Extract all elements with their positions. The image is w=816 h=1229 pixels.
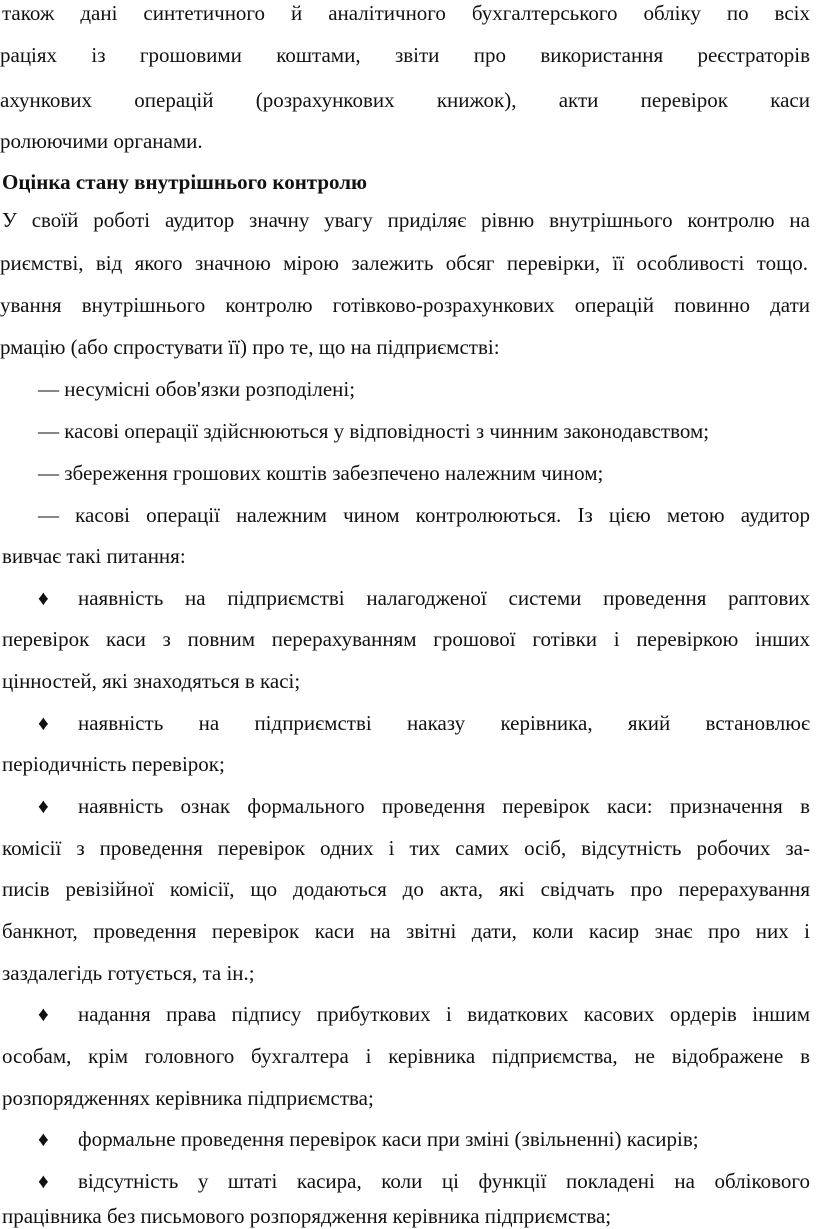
bullet-text: наявність на підприємстві наказу керівника, який встановлює (78, 711, 810, 735)
text-line: періодичність перевірок; (2, 752, 225, 776)
diamond-icon: ♦ (38, 711, 49, 735)
bullet-text: наявність на підприємстві налагодженої системи проведення раптових (78, 586, 810, 610)
bullet-item (38, 1129, 699, 1151)
bullet-item (38, 796, 810, 818)
diamond-icon: ♦ (38, 1002, 49, 1026)
text-line: риємстві, від якого значною мірою залежить обсяг перевірки, її особливості тощо. (0, 251, 808, 275)
bullet-item (38, 713, 810, 735)
dash-item: — касові операції здійснюються у відповідності з чинним законодавством; (38, 419, 710, 443)
text-line: цінностей, які знаходяться в касі; (2, 669, 301, 693)
text-line: ролюючими органами. (0, 129, 203, 153)
text-line: перевірок каси з повним перерахуванням грошової готівки і перевіркою інших (2, 627, 810, 651)
text-line: банкнот, проведення перевірок каси на звітні дати, коли касир знає про них і (2, 919, 810, 943)
bullet-item (38, 1004, 810, 1026)
text-line: ування внутрішнього контролю готівково-розрахункових операцій повинно дати (0, 293, 810, 317)
diamond-icon: ♦ (38, 1127, 49, 1151)
bullet-text: формальне проведення перевірок каси при зміні (звільненні) касирів; (78, 1127, 699, 1151)
dash-item: — касові операції належним чином контролюються. Із цією метою аудитор (38, 503, 810, 527)
bullet-item (38, 588, 810, 610)
text-line: раціях із грошовими коштами, звіти про використання реєстраторів (0, 43, 810, 67)
bullet-text: надання права підпису прибуткових і видаткових касових ордерів іншим (78, 1002, 810, 1026)
dash-item: — несумісні обов'язки розподілені; (38, 377, 356, 401)
diamond-icon: ♦ (38, 794, 49, 818)
bullet-item (38, 1171, 810, 1193)
text-line: У своїй роботі аудитор значну увагу приділяє рівню внутрішнього контролю на (2, 208, 810, 232)
text-line: заздалегідь готується, та ін.; (2, 961, 255, 985)
dash-item: — збереження грошових коштів забезпечено належним чином; (38, 461, 604, 485)
text-line: особам, крім головного бухгалтера і керівника підприємства, не відображене в (2, 1044, 810, 1068)
text-line: ахункових операцій (розрахункових книжок), акти перевірок каси (0, 88, 810, 112)
section-heading: Оцінка стану внутрішнього контролю (2, 170, 368, 194)
text-line: писів ревізійної комісії, що додаються до акта, які свідчать про перерахування (2, 877, 810, 901)
text-line: вивчає такі питання: (2, 544, 186, 568)
text-line: працівника без письмового розпорядження керівника підприємства; (2, 1204, 612, 1228)
bullet-text: наявність ознак формального проведення перевірок каси: призначення в (78, 794, 810, 818)
text-line: комісії з проведення перевірок одних і тих самих осіб, відсутність робочих за- (2, 836, 810, 860)
text-line: розпорядженнях керівника підприємства; (2, 1086, 374, 1110)
diamond-icon: ♦ (38, 1169, 49, 1193)
text-line: також дані синтетичного й аналітичного бухгалтерського обліку по всіх (2, 1, 810, 25)
text-line: рмацію (або спростувати її) про те, що на підприємстві: (0, 335, 500, 359)
diamond-icon: ♦ (38, 586, 49, 610)
bullet-text: відсутність у штаті касира, коли ці функції покладені на облікового (78, 1169, 810, 1193)
